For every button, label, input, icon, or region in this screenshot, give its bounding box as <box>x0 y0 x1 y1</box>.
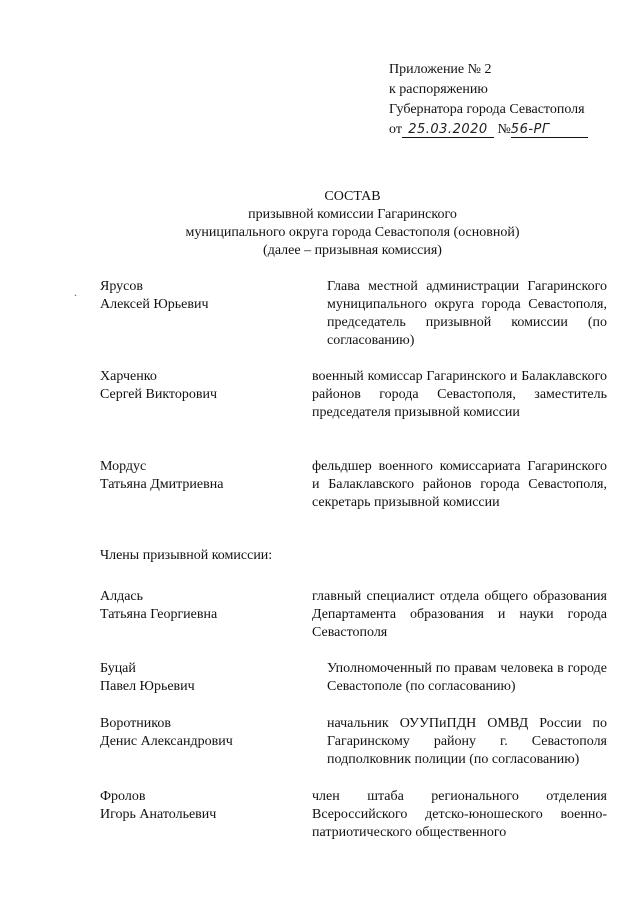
margin-mark: . <box>74 285 77 299</box>
person-role: член штаба регионального отделения Всероссийского детско-юношеского военно-патриотического общественного <box>312 789 607 840</box>
person-role: фельдшер военного комиссариата Гагаринского и Балаклавского районов города Севастополя, секретарь призывной комиссии <box>312 459 607 510</box>
given-names: Татьяна Георгиевна <box>100 607 218 622</box>
person-role: Глава местной администрации Гагаринского муниципального округа города Севастополя, председатель призывной комиссии (по согласованию) <box>327 279 607 348</box>
person-role: главный специалист отдела общего образования Департамента образования и науки города Севастополя <box>312 589 607 640</box>
handwritten-date: 25.03.2020 <box>402 122 494 138</box>
members-heading: Члены призывной комиссии: <box>100 548 273 563</box>
person-role: Уполномоченный по правам человека в городе Севастополе (по согласованию) <box>327 661 607 694</box>
title-heading: СОСТАВ <box>324 189 381 204</box>
given-names: Татьяна Дмитриевна <box>100 477 224 492</box>
surname: Воротников <box>100 716 171 731</box>
title-line-3: (далее – призывная комиссия) <box>263 243 442 258</box>
person-name <box>100 588 217 624</box>
annex-issuer: Губернатора города Севастополя <box>389 102 585 117</box>
surname: Фролов <box>100 789 146 804</box>
from-label: от <box>389 122 402 137</box>
person-name <box>100 458 223 494</box>
surname: Харченко <box>100 369 157 384</box>
surname: Мордус <box>100 459 147 474</box>
title-line-2: муниципального округа города Севастополя (основной) <box>185 225 520 240</box>
surname: Ярусов <box>100 279 143 294</box>
handwritten-number: 56-РГ <box>511 122 588 138</box>
person-name <box>100 715 233 751</box>
person-role: военный комиссар Гагаринского и Балаклавского районов города Севастополя, заместитель председателя призывной комиссии <box>312 369 607 420</box>
document-title <box>100 188 605 260</box>
surname: Буцай <box>100 661 136 676</box>
title-line-1: призывной комиссии Гагаринского <box>248 207 457 222</box>
given-names: Денис Александрович <box>100 734 233 749</box>
given-names: Сергей Викторович <box>100 387 218 402</box>
given-names: Павел Юрьевич <box>100 679 195 694</box>
number-label: № <box>497 122 511 137</box>
annex-reference: к распоряжению <box>389 82 488 97</box>
person-role: начальник ОУУПиПДН ОМВД России по Гагаринскому району г. Севастополя подполковник полиции (по согласованию) <box>327 716 607 767</box>
given-names: Алексей Юрьевич <box>100 297 209 312</box>
annex-date-number <box>389 120 588 140</box>
surname: Алдась <box>100 589 144 604</box>
person-name <box>100 660 195 696</box>
annex-title: Приложение № 2 <box>389 62 492 77</box>
annex-header <box>389 60 588 140</box>
given-names: Игорь Анатольевич <box>100 807 217 822</box>
person-name <box>100 788 216 824</box>
person-name <box>100 368 217 404</box>
person-name <box>100 278 209 314</box>
